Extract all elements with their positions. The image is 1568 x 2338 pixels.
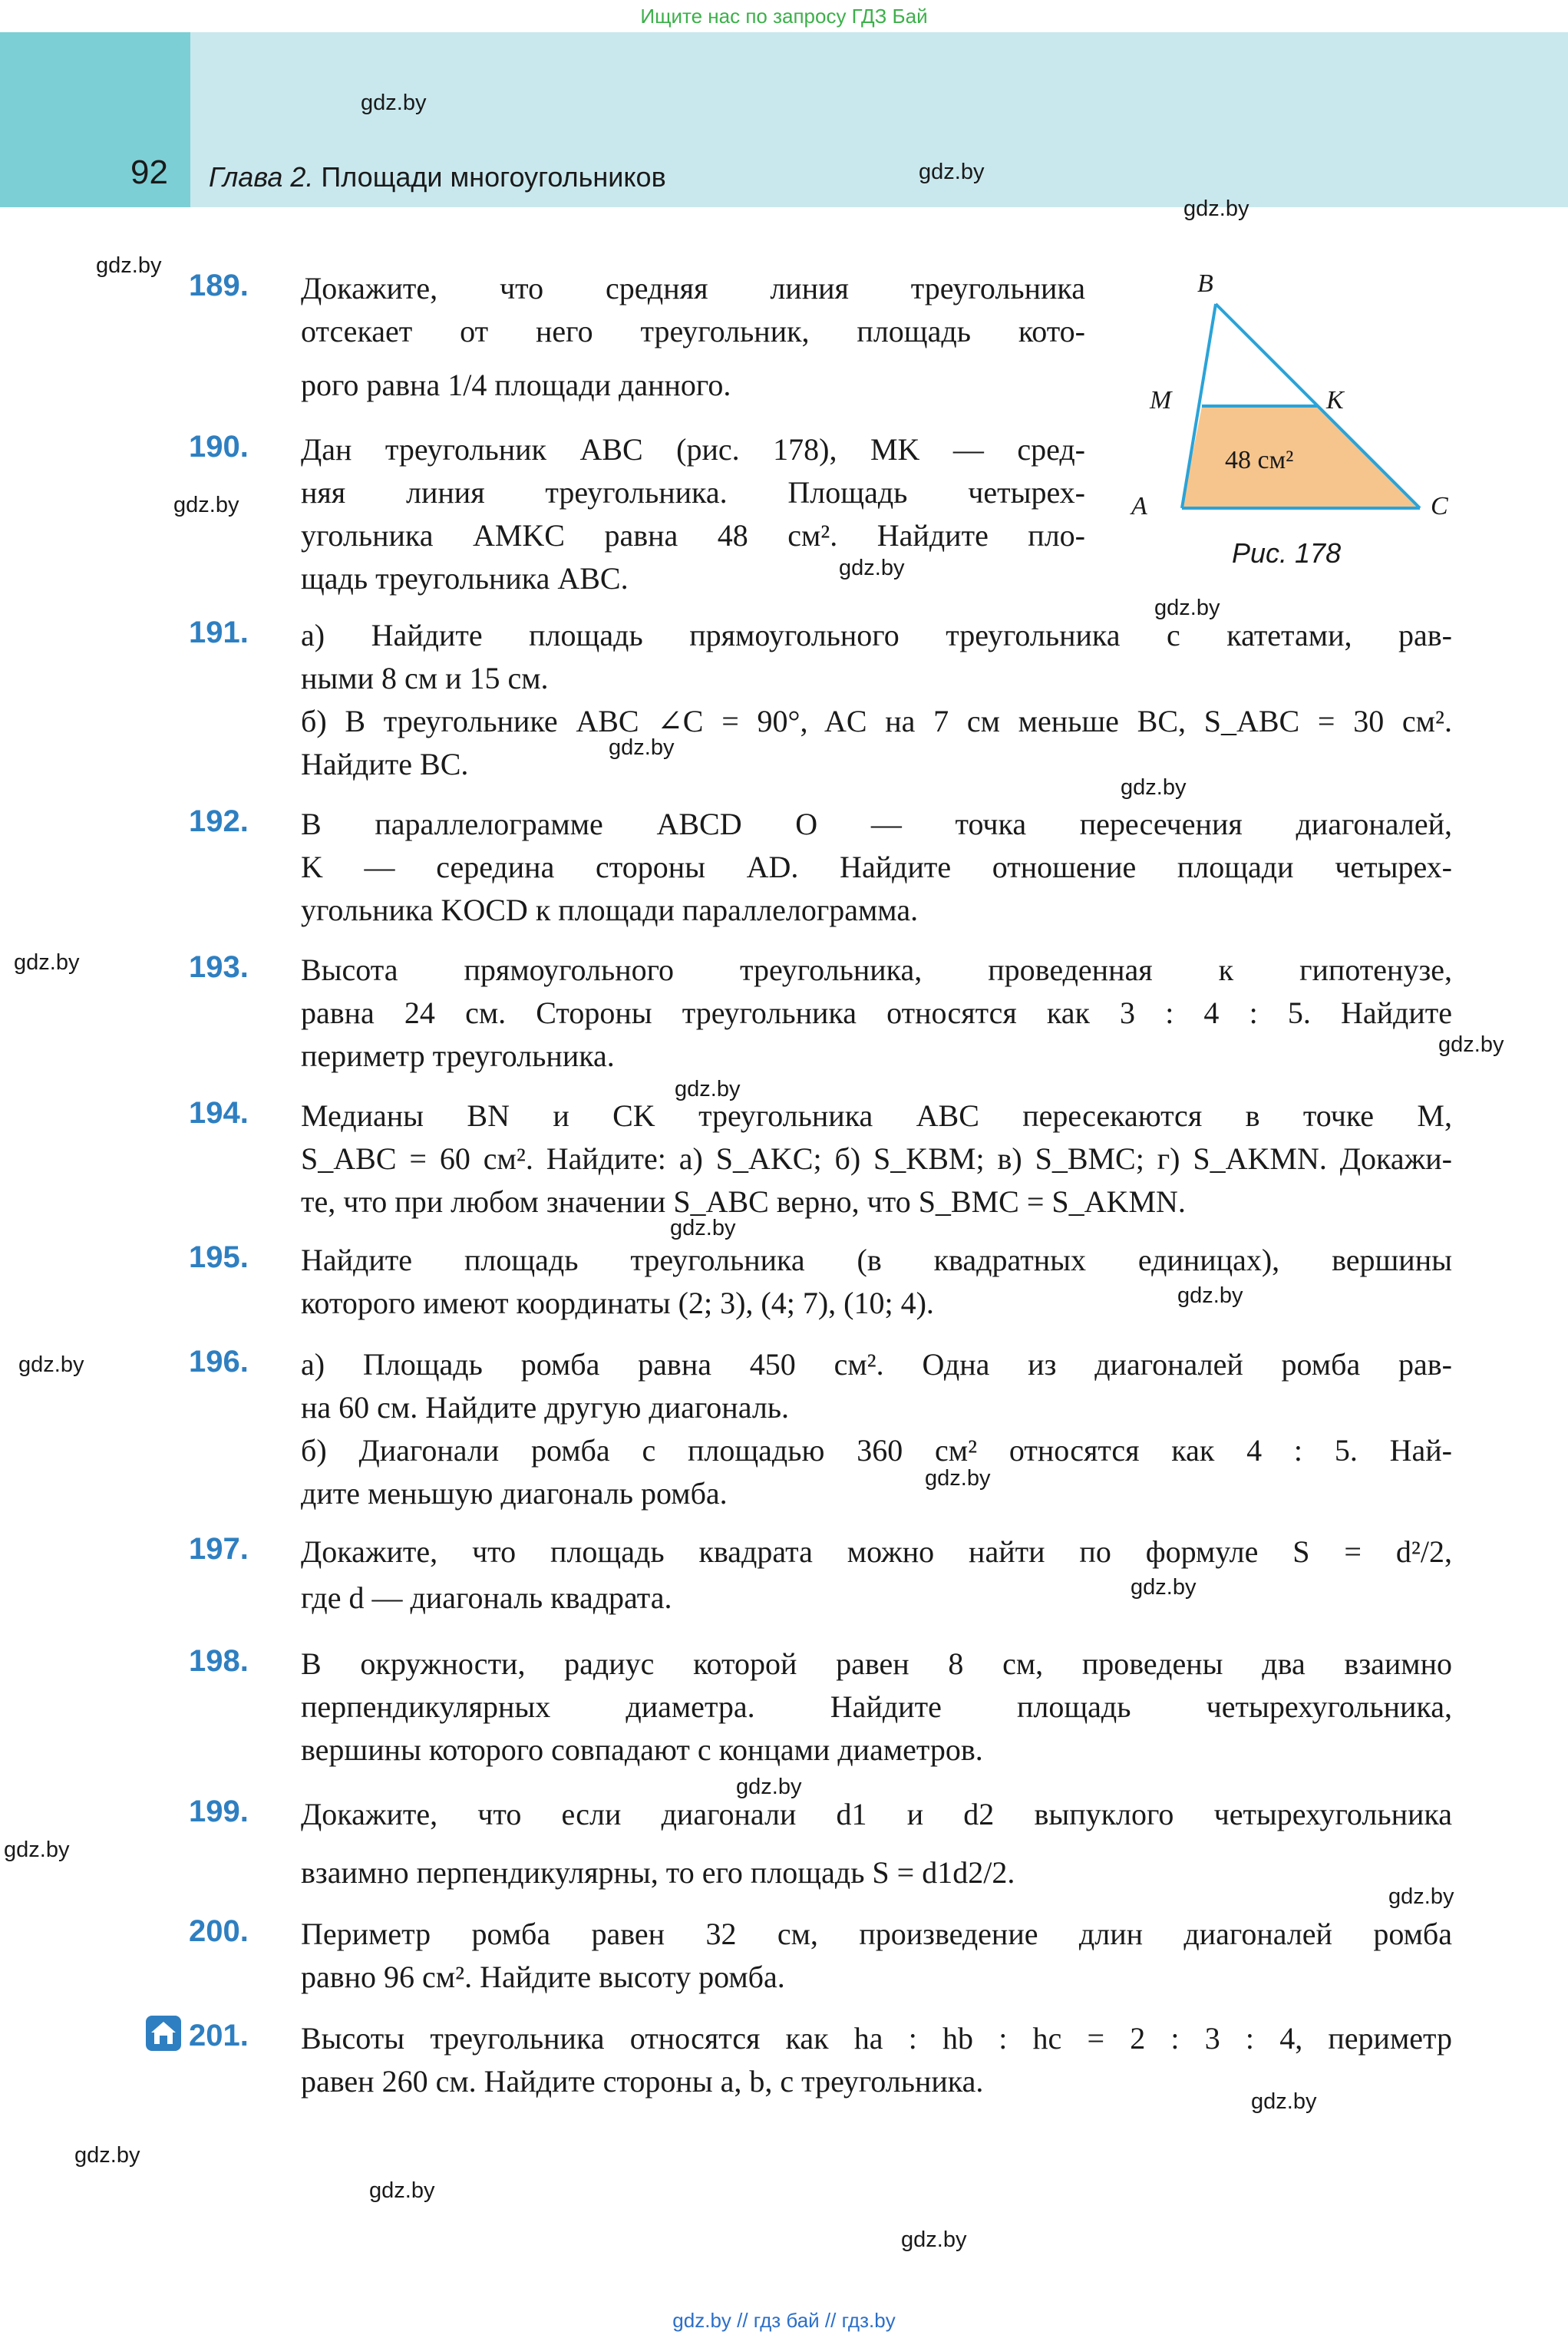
watermark: gdz.by — [1251, 2089, 1317, 2114]
watermark: gdz.by — [925, 1466, 991, 1491]
vertex-c-label: C — [1431, 492, 1448, 520]
vertex-a-label: A — [1131, 492, 1147, 520]
problem-196-line-2: на 60 см. Найдите другую диагональ. — [301, 1390, 790, 1425]
problem-192-line-2: K — середина стороны AD. Найдите отношение площади четырех- — [301, 850, 1452, 884]
home-task-icon — [146, 2016, 181, 2051]
problem-number-195: 195. — [189, 1240, 249, 1274]
problem-201-line-2: равен 260 см. Найдите стороны a, b, c треугольника. — [301, 2064, 984, 2099]
watermark: gdz.by — [670, 1216, 736, 1240]
problem-199-line-1: Докажите, что если диагонали d1 и d2 выпуклого четырехугольника — [301, 1797, 1452, 1831]
vertex-m-label: M — [1150, 386, 1172, 414]
problem-193-line-3: периметр треугольника. — [301, 1039, 615, 1073]
problem-200-line-1: Периметр ромба равен 32 см, произведение длин диагоналей ромба — [301, 1917, 1452, 1951]
bottom-banner: gdz.by // гдз бай // гдз.by — [672, 2309, 896, 2332]
problem-198-line-1: В окружности, радиус которой равен 8 см, проведены два взаимно — [301, 1646, 1452, 1681]
problem-198-line-3: вершины которого совпадают с концами диаметров. — [301, 1732, 983, 1767]
watermark: gdz.by — [1154, 596, 1220, 620]
problem-193-line-2: равна 24 см. Стороны треугольника относятся как 3 : 4 : 5. Найдите — [301, 996, 1452, 1030]
area-label: 48 см² — [1225, 446, 1294, 474]
problem-number-189: 189. — [189, 269, 249, 302]
watermark: gdz.by — [1438, 1032, 1504, 1057]
problem-number-193: 193. — [189, 950, 249, 984]
problem-192-line-1: В параллелограмме ABCD O — точка пересечения диагоналей, — [301, 807, 1452, 841]
watermark: gdz.by — [1388, 1884, 1454, 1909]
problem-192-line-3: угольника KOCD к площади параллелограмма. — [301, 893, 919, 927]
top-banner: Ищите нас по запросу ГДЗ Бай — [640, 5, 928, 28]
problem-191-line-1: а) Найдите площадь прямоугольного треугольника с катетами, рав- — [301, 618, 1452, 652]
problem-193-line-1: Высота прямоугольного треугольника, проведенная к гипотенузе, — [301, 953, 1452, 987]
watermark: gdz.by — [1121, 775, 1187, 800]
watermark: gdz.by — [1183, 196, 1249, 221]
watermark: gdz.by — [74, 2143, 140, 2168]
trapezoid-amkc — [1182, 406, 1420, 508]
watermark: gdz.by — [4, 1838, 70, 1862]
problem-196-line-3: б) Диагонали ромба с площадью 360 см² относятся как 4 : 5. Най- — [301, 1433, 1452, 1468]
problem-number-192: 192. — [189, 804, 249, 838]
figure-caption: Рис. 178 — [1232, 537, 1342, 569]
problem-191-line-2: ными 8 см и 15 см. — [301, 661, 549, 695]
vertex-b-label: B — [1197, 269, 1213, 298]
problem-197-line-1: Докажите, что площадь квадрата можно найти по формуле S = d²/2, — [301, 1534, 1452, 1569]
problem-number-197: 197. — [189, 1532, 249, 1566]
problem-194-line-1: Медианы BN и CK треугольника ABC пересекаются в точке M, — [301, 1098, 1452, 1133]
watermark: gdz.by — [14, 950, 80, 975]
problem-189-line-3: рого равна 1/4 площади данного. — [301, 368, 731, 402]
watermark: gdz.by — [361, 91, 427, 115]
problem-200-line-2: равно 96 см². Найдите высоту ромба. — [301, 1960, 785, 1994]
watermark: gdz.by — [173, 493, 239, 517]
problem-189-line-1: Докажите, что средняя линия треугольника — [301, 271, 1085, 305]
chapter-label: Глава 2. — [209, 161, 314, 193]
problem-190-line-1: Дан треугольник ABC (рис. 178), MK — сред- — [301, 432, 1085, 467]
vertex-k-label: K — [1326, 386, 1344, 414]
page-number: 92 — [130, 154, 168, 191]
watermark: gdz.by — [736, 1775, 802, 1799]
figure-178 — [1121, 261, 1489, 583]
watermark: gdz.by — [919, 160, 985, 184]
problem-number-198: 198. — [189, 1644, 249, 1678]
problem-191-line-4: Найдите BC. — [301, 747, 469, 781]
problem-195-line-1: Найдите площадь треугольника (в квадратных единицах), вершины — [301, 1243, 1452, 1277]
problem-201-line-1: Высоты треугольника относятся как ha : hb : hc = 2 : 3 : 4, периметр — [301, 2021, 1452, 2056]
problem-194-line-2: S_ABC = 60 см². Найдите: а) S_AKC; б) S_KBM; в) S_BMC; г) S_AKMN. Докажи- — [301, 1141, 1452, 1176]
problem-190-line-2: няя линия треугольника. Площадь четырех- — [301, 475, 1085, 510]
problem-190-line-4: щадь треугольника ABC. — [301, 561, 629, 596]
problem-number-199: 199. — [189, 1795, 249, 1828]
watermark: gdz.by — [609, 735, 675, 760]
watermark: gdz.by — [96, 253, 162, 278]
problem-194-line-3: те, что при любом значении S_ABC верно, что S_BMC = S_AKMN. — [301, 1184, 1186, 1219]
problem-190-line-3: угольника AMKC равна 48 см². Найдите пло- — [301, 518, 1085, 553]
problem-number-201: 201. — [189, 2019, 249, 2052]
problem-191-line-3: б) В треугольнике ABC ∠C = 90°, AC на 7 см меньше BC, S_ABC = 30 см². — [301, 704, 1452, 738]
problem-198-line-2: перпендикулярных диаметра. Найдите площадь четырехугольника, — [301, 1689, 1452, 1724]
chapter-name: Площади многоугольников — [321, 161, 666, 193]
problem-number-200: 200. — [189, 1914, 249, 1948]
watermark: gdz.by — [1177, 1283, 1243, 1308]
problem-189-line-2: отсекает от него треугольник, площадь кото- — [301, 314, 1085, 348]
watermark: gdz.by — [18, 1352, 84, 1377]
watermark: gdz.by — [1131, 1575, 1197, 1600]
problem-number-196: 196. — [189, 1345, 249, 1379]
problem-197-line-2: где d — диагональ квадрата. — [301, 1580, 672, 1615]
problem-number-190: 190. — [189, 430, 249, 464]
watermark: gdz.by — [369, 2178, 435, 2203]
watermark: gdz.by — [675, 1077, 741, 1101]
problem-196-line-1: а) Площадь ромба равна 450 см². Одна из диагоналей ромба рав- — [301, 1347, 1452, 1382]
problem-196-line-4: дите меньшую диагональ ромба. — [301, 1476, 728, 1511]
problem-number-191: 191. — [189, 616, 249, 649]
watermark: gdz.by — [901, 2227, 967, 2252]
watermark: gdz.by — [839, 556, 905, 580]
problem-195-line-2: которого имеют координаты (2; 3), (4; 7), (10; 4). — [301, 1286, 934, 1320]
chapter-title — [209, 161, 666, 193]
problem-number-194: 194. — [189, 1096, 249, 1130]
problem-199-line-2: взаимно перпендикулярны, то его площадь S = d1d2/2. — [301, 1855, 1015, 1890]
